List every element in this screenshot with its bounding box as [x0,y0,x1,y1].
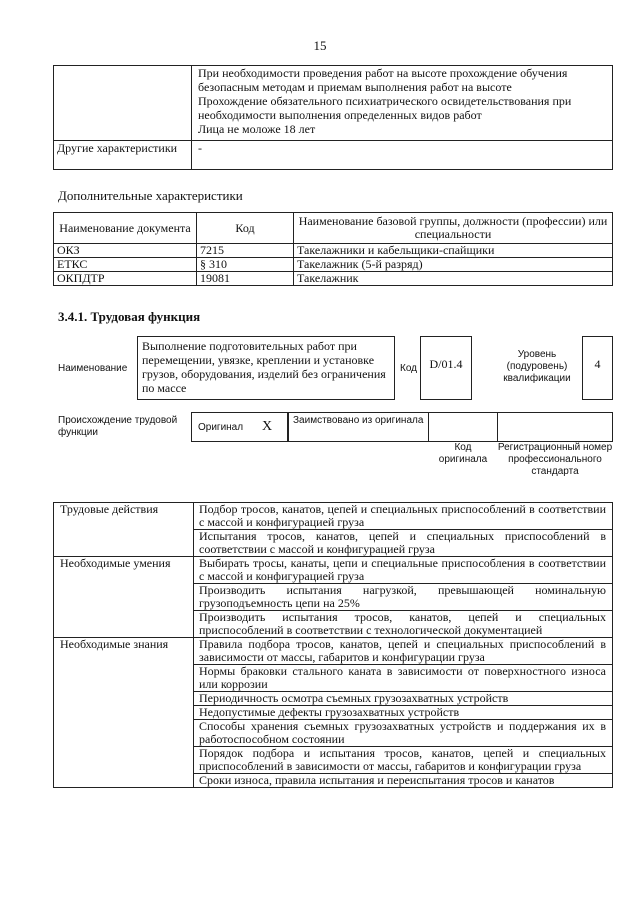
table-row [54,638,613,665]
name-label: Наименование [58,363,128,374]
section-title: 3.4.1. Трудовая функция [58,309,201,324]
table-cell: ОКЗ [54,244,197,258]
table-row [54,141,613,170]
level-box: 4 [582,336,613,400]
requirement-line: При необходимости проведения работ на высоте прохождение обучения безопасным методам и приемам выполнения работ на высоте [198,66,568,94]
function-name-box: Выполнение подготовительных работ при перемещении, увязке, креплении и установке грузов, оборудования, изделий без ограничения по массе [137,336,395,400]
reg-number-caption: Регистрационный номер профессионального стандарта [497,442,613,477]
table-cell: Правила подбора тросов, канатов, цепей и специальных приспособлений в зависимости от массы, габаритов и конфигурации груза [194,638,613,665]
table-cell: Производить испытания нагрузкой, превышающей номинальную грузоподъемность цепи на 25% [194,584,613,611]
function-code-box: D/01.4 [420,336,472,400]
table-cell: Испытания тросов, канатов, цепей и специальных приспособлений в соответствии с массой и конфигурацией груза [194,530,613,557]
page-number: 15 [313,38,327,53]
table-cell: Недопустимые дефекты грузозахватных устройств [194,706,613,720]
additional-characteristics-title: Дополнительные характеристики [58,188,243,203]
table-cell: Способы хранения съемных грузозахватных устройств и поддержания их в работоспособном состоянии [194,720,613,747]
table-cell: § 310 [197,258,294,272]
table-cell: Производить испытания тросов, канатов, цепей и специальных приспособлений в соответствии с технологической документацией [194,611,613,638]
activities-table [53,502,613,788]
table-header-row [54,213,613,244]
classifiers-table [53,212,613,286]
group-label: Необходимые знания [54,638,194,788]
other-characteristics-value: - [192,141,613,170]
code-original-caption: Код оригинала [438,442,488,465]
group-label: Трудовые действия [54,503,194,557]
table-cell: Такелажники и кабельщики-спайщики [294,244,613,258]
table-cell: 19081 [197,272,294,286]
header-cell: Код [197,213,294,244]
group-label: Необходимые умения [54,557,194,638]
table-cell: ЕТКС [54,258,197,272]
requirement-line: Прохождение обязательного психиатрического освидетельствования при необходимости выполнения определенных видов работ [198,94,572,122]
code-label: Код [400,363,418,374]
table-cell: Сроки износа, правила испытания и переиспытания тросов и канатов [194,774,613,788]
requirements-table [53,65,613,170]
table-cell: Нормы браковки стального каната в зависимости от поверхностного износа или коррозии [194,665,613,692]
reg-number-box [497,412,613,442]
original-mark: X [262,419,273,434]
other-characteristics-label: Другие характеристики [54,141,192,170]
header-cell: Наименование базовой группы, должности (профессии) или специальности [294,213,613,244]
code-original-box [428,412,498,442]
table-cell: Подбор тросов, канатов, цепей и специальных приспособлений в соответствии с массой и конфигурацией груза [194,503,613,530]
borrowed-cell: Заимствовано из оригинала [288,412,429,442]
table-row [54,258,613,272]
table-cell: 7215 [197,244,294,258]
table-cell [54,66,192,141]
original-label: Оригинал [198,422,244,433]
table-row [54,66,613,141]
level-label: Уровень (подуровень) квалификации [503,349,571,384]
table-cell: ОКПДТР [54,272,197,286]
table-row [54,557,613,584]
table-cell: Такелажник (5-й разряд) [294,258,613,272]
origin-label: Происхождение трудовой функции [58,415,178,438]
header-cell: Наименование документа [54,213,197,244]
table-cell: Такелажник [294,272,613,286]
table-row [54,503,613,530]
table-row [54,244,613,258]
table-cell [192,66,613,141]
original-cell [191,412,288,442]
requirement-line: Лица не моложе 18 лет [198,122,316,136]
table-cell: Периодичность осмотра съемных грузозахватных устройств [194,692,613,706]
table-cell: Выбирать тросы, канаты, цепи и специальные приспособления в соответствии с массой и конфигурацией груза [194,557,613,584]
table-cell: Порядок подбора и испытания тросов, канатов, цепей и специальных приспособлений в зависимости от массы, габаритов и конфигурации груза [194,747,613,774]
table-row [54,272,613,286]
